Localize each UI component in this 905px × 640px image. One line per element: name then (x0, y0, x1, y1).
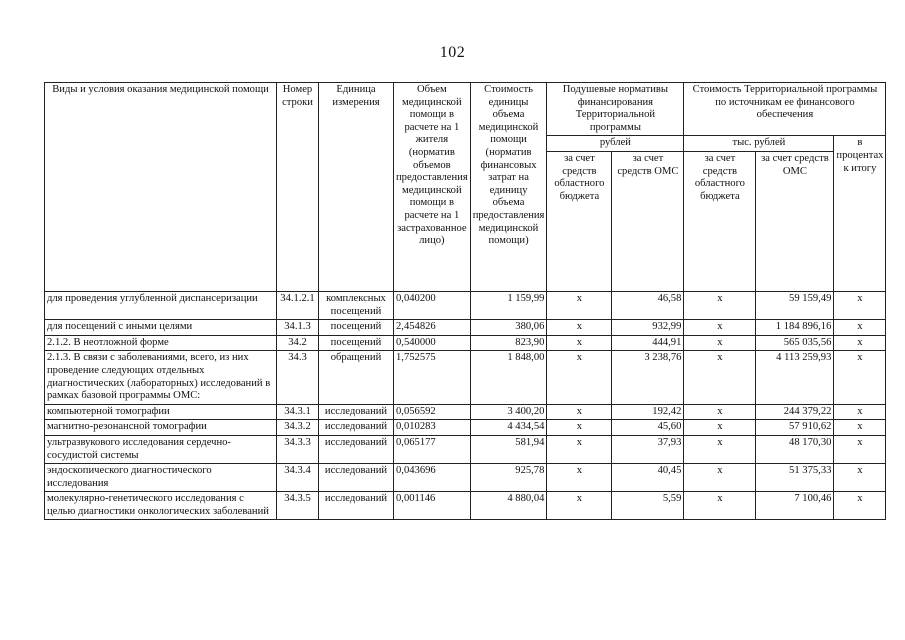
norms-oms-cell: 932,99 (612, 320, 684, 336)
table-row (45, 492, 886, 520)
table-row (45, 420, 886, 436)
volume-cell: 0,010283 (394, 420, 471, 436)
row-number-cell: 34.3 (277, 351, 319, 404)
table-body (45, 291, 886, 520)
unit-cost-cell: 4 434,54 (470, 420, 547, 436)
norms-oms-cell: 40,45 (612, 464, 684, 492)
unit-cell: исследований (319, 464, 394, 492)
table-row (45, 435, 886, 463)
unit-cost-cell: 380,06 (470, 320, 547, 336)
percent-of-total-cell: x (834, 335, 886, 351)
row-number-cell: 34.1.3 (277, 320, 319, 336)
percent-of-total-cell: x (834, 435, 886, 463)
unit-cost-cell: 823,90 (470, 335, 547, 351)
volume-cell: 0,056592 (394, 404, 471, 420)
table-row (45, 320, 886, 336)
cost-oms-cell: 1 184 896,16 (756, 320, 834, 336)
cost-regional-budget-cell: x (684, 291, 756, 319)
care-type-cell: 2.1.2. В неотложной форме (45, 335, 277, 351)
volume-cell: 2,454826 (394, 320, 471, 336)
norms-regional-budget-cell: x (547, 420, 612, 436)
unit-cost-cell: 1 848,00 (470, 351, 547, 404)
percent-of-total-cell: x (834, 291, 886, 319)
unit-cell: исследований (319, 435, 394, 463)
cost-oms-cell: 57 910,62 (756, 420, 834, 436)
unit-cell: посещений (319, 335, 394, 351)
care-type-cell: 2.1.3. В связи с заболеваниями, всего, из них проведение следующих отдельных диагностических (лабораторных) исследований в рамках базовой программы ОМС: (45, 351, 277, 404)
cost-regional-budget-cell: x (684, 351, 756, 404)
volume-cell: 0,043696 (394, 464, 471, 492)
cost-regional-budget-cell: x (684, 464, 756, 492)
percent-of-total-cell: x (834, 351, 886, 404)
cost-regional-budget-cell: x (684, 420, 756, 436)
header-rubles: рублей (547, 136, 684, 152)
row-number-cell: 34.3.5 (277, 492, 319, 520)
percent-of-total-cell: x (834, 404, 886, 420)
table-row (45, 291, 886, 319)
cost-regional-budget-cell: x (684, 320, 756, 336)
row-number-cell: 34.1.2.1 (277, 291, 319, 319)
volume-cell: 0,040200 (394, 291, 471, 319)
unit-cell: исследований (319, 404, 394, 420)
header-cost-oms: за счет средств ОМС (756, 151, 834, 291)
row-number-cell: 34.3.2 (277, 420, 319, 436)
header-thousand-rubles: тыс. рублей (684, 136, 834, 152)
norms-regional-budget-cell: x (547, 464, 612, 492)
header-row-1 (45, 83, 886, 136)
unit-cell: комплексных посещений (319, 291, 394, 319)
cost-regional-budget-cell: x (684, 404, 756, 420)
table-row (45, 404, 886, 420)
norms-regional-budget-cell: x (547, 492, 612, 520)
norms-oms-cell: 37,93 (612, 435, 684, 463)
norms-regional-budget-cell: x (547, 320, 612, 336)
volume-cell: 1,752575 (394, 351, 471, 404)
care-type-cell: эндоскопического диагностического исследования (45, 464, 277, 492)
header-volume: Объем медицинской помощи в расчете на 1 жителя (норматив объемов предоставления медицинской помощи в расчете на 1 застрахованное лицо) (394, 83, 471, 292)
norms-oms-cell: 46,58 (612, 291, 684, 319)
norms-regional-budget-cell: x (547, 351, 612, 404)
percent-of-total-cell: x (834, 464, 886, 492)
norms-oms-cell: 5,59 (612, 492, 684, 520)
header-unit-cost: Стоимость единицы объема медицинской помощи (норматив финансовых затрат на единицу объема предоставления медицинской помощи) (470, 83, 547, 292)
norms-regional-budget-cell: x (547, 435, 612, 463)
care-type-cell: для посещений с иными целями (45, 320, 277, 336)
norms-regional-budget-cell: x (547, 335, 612, 351)
percent-of-total-cell: x (834, 492, 886, 520)
medical-care-table (44, 82, 886, 520)
care-type-cell: магнитно-резонансной томографии (45, 420, 277, 436)
header-cost-regional-budget: за счет средств областного бюджета (684, 151, 756, 291)
cost-oms-cell: 244 379,22 (756, 404, 834, 420)
page-number: 102 (439, 44, 466, 61)
table-row (45, 335, 886, 351)
unit-cell: исследований (319, 492, 394, 520)
header-care-type: Виды и условия оказания медицинской помощи (45, 83, 277, 292)
unit-cell: посещений (319, 320, 394, 336)
cost-regional-budget-cell: x (684, 492, 756, 520)
header-norms-regional-budget: за счет средств областного бюджета (547, 151, 612, 291)
volume-cell: 0,540000 (394, 335, 471, 351)
cost-oms-cell: 565 035,56 (756, 335, 834, 351)
norms-oms-cell: 45,60 (612, 420, 684, 436)
cost-oms-cell: 48 170,30 (756, 435, 834, 463)
row-number-cell: 34.3.1 (277, 404, 319, 420)
header-row-number: Номер строки (277, 83, 319, 292)
volume-cell: 0,065177 (394, 435, 471, 463)
unit-cost-cell: 1 159,99 (470, 291, 547, 319)
table-row (45, 351, 886, 404)
care-type-cell: молекулярно-генетического исследования с целью диагностики онкологических заболеваний (45, 492, 277, 520)
cost-oms-cell: 7 100,46 (756, 492, 834, 520)
header-norms-oms: за счет средств ОМС (612, 151, 684, 291)
unit-cell: исследований (319, 420, 394, 436)
care-type-cell: компьютерной томографии (45, 404, 277, 420)
care-type-cell: для проведения углубленной диспансеризации (45, 291, 277, 319)
unit-cell: обращений (319, 351, 394, 404)
header-program-cost: Стоимость Территориальной программы по источникам ее финансового обеспечения (684, 83, 886, 136)
unit-cost-cell: 3 400,20 (470, 404, 547, 420)
header-unit: Единица измерения (319, 83, 394, 292)
cost-regional-budget-cell: x (684, 335, 756, 351)
volume-cell: 0,001146 (394, 492, 471, 520)
percent-of-total-cell: x (834, 320, 886, 336)
unit-cost-cell: 581,94 (470, 435, 547, 463)
norms-regional-budget-cell: x (547, 404, 612, 420)
header-per-capita-norms: Подушевые нормативы финансирования Территориальной программы (547, 83, 684, 136)
percent-of-total-cell: x (834, 420, 886, 436)
row-number-cell: 34.3.4 (277, 464, 319, 492)
cost-oms-cell: 59 159,49 (756, 291, 834, 319)
unit-cost-cell: 925,78 (470, 464, 547, 492)
row-number-cell: 34.2 (277, 335, 319, 351)
cost-oms-cell: 4 113 259,93 (756, 351, 834, 404)
row-number-cell: 34.3.3 (277, 435, 319, 463)
cost-oms-cell: 51 375,33 (756, 464, 834, 492)
norms-oms-cell: 192,42 (612, 404, 684, 420)
cost-regional-budget-cell: x (684, 435, 756, 463)
table-row (45, 464, 886, 492)
unit-cost-cell: 4 880,04 (470, 492, 547, 520)
norms-oms-cell: 3 238,76 (612, 351, 684, 404)
norms-regional-budget-cell: x (547, 291, 612, 319)
header-percent-of-total: в процентах к итогу (834, 136, 886, 292)
care-type-cell: ультразвукового исследования сердечно-сосудистой системы (45, 435, 277, 463)
norms-oms-cell: 444,91 (612, 335, 684, 351)
